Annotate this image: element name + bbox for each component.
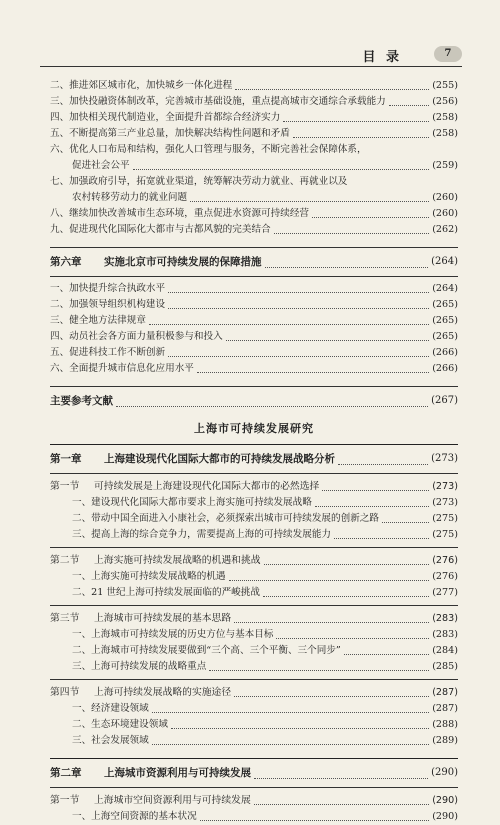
toc-entry[interactable] (50, 495, 458, 511)
toc-entry-label: 二、带动中国全面进入小康社会，必须探索出城市可持续发展的创新之路 (72, 513, 379, 524)
dot-leader (168, 356, 429, 357)
dot-leader (265, 267, 429, 268)
toc-entry-page: (275) (432, 513, 458, 524)
dot-leader (382, 522, 429, 523)
toc-entry-page: (276) (432, 571, 458, 582)
references-heading-page: (267) (431, 395, 458, 406)
divider (50, 679, 458, 680)
dot-leader (283, 121, 429, 122)
dot-leader (229, 580, 430, 581)
toc-entry[interactable] (50, 809, 458, 825)
section-heading-title: 上海可持续发展战略的实施途径 (94, 687, 232, 698)
toc-entry-label: 六、全面提升城市信息化应用水平 (50, 363, 194, 374)
heading-number: 第三节 (50, 613, 80, 624)
toc-entry[interactable] (50, 701, 458, 717)
section-heading-page: (273) (432, 481, 458, 492)
toc-entry-page: (265) (432, 299, 458, 310)
section-heading[interactable] (50, 684, 458, 701)
chapter-heading-title: 上海城市资源利用与可持续发展 (104, 767, 251, 779)
dot-leader (234, 696, 429, 697)
section-heading-page: (287) (432, 687, 458, 698)
page-header (40, 44, 462, 67)
toc-entry-label: 一、上海实施可持续发展战略的机遇 (72, 571, 226, 582)
heading-number: 第四节 (50, 687, 80, 698)
part-title: 上海市可持续发展研究 (194, 422, 314, 435)
toc-entry-page: (255) (432, 80, 458, 91)
toc-entry-label: 农村转移劳动力的就业问题 (72, 192, 188, 203)
section-heading[interactable] (50, 610, 458, 627)
toc-entry-page: (258) (432, 128, 458, 139)
section-heading-page: (283) (432, 613, 458, 624)
spacer (50, 238, 458, 243)
toc-entry[interactable] (50, 206, 458, 222)
toc-entry[interactable] (50, 585, 458, 601)
toc-entry-label: 三、提高上海的综合竞争力，需要提高上海的可持续发展能力 (72, 529, 332, 540)
toc-entry[interactable] (50, 527, 458, 543)
dot-leader (190, 201, 429, 202)
chapter-heading-page: (290) (431, 767, 458, 778)
table-of-contents (50, 78, 458, 825)
chapter-heading-label (50, 449, 335, 469)
section-heading-label (50, 792, 251, 809)
toc-entry-page: (287) (432, 703, 458, 714)
dot-leader (263, 596, 429, 597)
dot-leader (389, 105, 429, 106)
dot-leader (226, 340, 430, 341)
dot-leader (234, 622, 429, 623)
references-heading[interactable] (50, 391, 458, 411)
chapter-heading-label (50, 252, 262, 272)
dot-leader (312, 217, 429, 218)
dot-leader (171, 728, 429, 729)
toc-entry-label: 四、动员社会各方面力量积极参与和投入 (50, 331, 223, 342)
toc-entry-page: (284) (432, 645, 458, 656)
dot-leader (152, 744, 429, 745)
section-heading-title: 上海城市可持续发展的基本思路 (94, 613, 232, 624)
toc-entry[interactable] (50, 78, 458, 94)
toc-entry-label: 四、加快相关现代制造业，全面提升首都综合经济实力 (50, 112, 281, 123)
dot-leader (149, 324, 429, 325)
heading-number: 第一节 (50, 795, 80, 806)
section-heading-label (50, 478, 319, 495)
toc-entry-label: 五、不断提高第三产业总量，加快解决结构性问题和矛盾 (50, 128, 290, 139)
toc-entry-label: 三、加快投融资体制改革，完善城市基础设施，重点提高城市交通综合承载能力 (50, 96, 386, 107)
toc-entry-page: (285) (432, 661, 458, 672)
toc-entry-page: (260) (432, 208, 458, 219)
toc-entry[interactable] (50, 94, 458, 110)
divider (50, 247, 458, 248)
toc-entry[interactable] (50, 281, 458, 297)
chapter-heading[interactable] (50, 252, 458, 272)
toc-entry-label: 六、优化人口布局和结构，强化人口管理与服务，不断完善社会保障体系， (50, 144, 367, 155)
toc-entry-label: 二、推进郊区城市化，加快城乡一体化进程 (50, 80, 233, 91)
toc-entry[interactable] (50, 297, 458, 313)
divider (50, 787, 458, 788)
dot-leader (338, 464, 428, 465)
section-heading-page: (290) (432, 795, 458, 806)
toc-entry-label: 一、上海城市可持续发展的历史方位与基本目标 (72, 629, 274, 640)
toc-entry[interactable] (50, 126, 458, 142)
toc-entry[interactable] (50, 733, 458, 749)
dot-leader (200, 820, 429, 821)
section-heading[interactable] (50, 552, 458, 569)
chapter-heading-page: (273) (431, 453, 458, 464)
dot-leader (254, 778, 428, 779)
dot-leader (168, 292, 429, 293)
toc-entry-label: 三、上海可持续发展的战略重点 (72, 661, 207, 672)
dot-leader (168, 308, 429, 309)
dot-leader (197, 372, 429, 373)
chapter-heading[interactable] (50, 763, 458, 783)
toc-entry-label: 一、加快提升综合执政水平 (50, 283, 166, 294)
references-heading-label: 主要参考文献 (50, 395, 113, 407)
toc-entry[interactable] (50, 659, 458, 675)
toc-entry-label: 七、加强政府引导，拓宽就业渠道，统筹解决劳动力就业、再就业以及 (50, 176, 348, 187)
toc-entry[interactable] (50, 329, 458, 345)
toc-entry-page: (262) (432, 224, 458, 235)
chapter-heading[interactable] (50, 449, 458, 469)
toc-entry-label: 二、生态环境建设领域 (72, 719, 168, 730)
dot-leader (209, 670, 429, 671)
section-heading[interactable] (50, 792, 458, 809)
toc-entry[interactable] (50, 158, 458, 174)
toc-entry[interactable] (50, 717, 458, 733)
dot-leader (116, 406, 428, 407)
toc-entry[interactable] (50, 222, 458, 238)
toc-entry-label: 九、促进现代化国际化大都市与古都风貌的完美结合 (50, 224, 271, 235)
chapter-heading-page: (264) (431, 256, 458, 267)
dot-leader (274, 233, 430, 234)
toc-entry-label: 二、加强领导组织机构建设 (50, 299, 166, 310)
heading-number: 第一章 (50, 453, 82, 465)
spacer (50, 411, 458, 416)
toc-entry-page: (283) (432, 629, 458, 640)
heading-number: 第二章 (50, 767, 82, 779)
section-heading-title: 上海实施可持续发展战略的机遇和挑战 (94, 555, 261, 566)
divider (50, 444, 458, 445)
toc-entry-label: 促进社会公平 (72, 160, 130, 171)
chapter-heading-title: 实施北京市可持续发展的保障措施 (104, 256, 262, 268)
toc-entry[interactable] (50, 142, 458, 158)
toc-entry-label: 八、继续加快改善城市生态环境，重点促进水资源可持续经营 (50, 208, 310, 219)
dot-leader (276, 638, 429, 639)
dot-leader (334, 538, 429, 539)
toc-entry[interactable] (50, 345, 458, 361)
toc-entry-label: 三、社会发展领域 (72, 735, 149, 746)
toc-entry-page: (266) (432, 347, 458, 358)
spacer (50, 377, 458, 382)
section-heading-label (50, 684, 231, 701)
toc-entry-page: (266) (432, 363, 458, 374)
toc-entry-page: (258) (432, 112, 458, 123)
toc-entry[interactable] (50, 174, 458, 190)
toc-entry[interactable] (50, 569, 458, 585)
heading-number: 第一节 (50, 481, 80, 492)
toc-entry-page: (265) (432, 331, 458, 342)
toc-entry-page: (288) (432, 719, 458, 730)
toc-entry-label: 一、经济建设领域 (72, 703, 149, 714)
header-title: 目 录 (362, 50, 402, 65)
toc-entry[interactable] (50, 313, 458, 329)
toc-entry-label: 一、上海空间资源的基本状况 (72, 811, 197, 822)
heading-number: 第二节 (50, 555, 80, 566)
toc-entry-page: (273) (432, 497, 458, 508)
dot-leader (322, 490, 429, 491)
toc-entry-page: (275) (432, 529, 458, 540)
toc-entry-label: 三、健全地方法律规章 (50, 315, 146, 326)
dot-leader (293, 137, 429, 138)
section-heading-page: (276) (432, 555, 458, 566)
section-heading[interactable] (50, 478, 458, 495)
divider (50, 473, 458, 474)
dot-leader (315, 506, 429, 507)
toc-entry-page: (277) (432, 587, 458, 598)
dot-leader (133, 169, 430, 170)
chapter-heading-label (50, 763, 251, 783)
toc-entry-page: (289) (432, 735, 458, 746)
toc-entry[interactable] (50, 190, 458, 206)
dot-leader (254, 804, 429, 805)
toc-entry-label: 二、上海城市可持续发展要做到“三个高、三个平衡、三个同步” (72, 645, 341, 656)
toc-entry[interactable] (50, 511, 458, 527)
toc-entry-label: 一、建设现代化国际大都市要求上海实施可持续发展战略 (72, 497, 312, 508)
toc-entry-page: (290) (432, 811, 458, 822)
dot-leader (152, 712, 429, 713)
toc-entry-label: 二、21 世纪上海可持续发展面临的严峻挑战 (72, 587, 260, 598)
section-heading-label (50, 552, 261, 569)
divider (50, 758, 458, 759)
toc-entry-page: (256) (432, 96, 458, 107)
chapter-heading-title: 上海建设现代化国际大都市的可持续发展战略分析 (104, 453, 335, 465)
divider (50, 276, 458, 277)
divider (50, 547, 458, 548)
section-heading-label (50, 610, 231, 627)
divider (50, 386, 458, 387)
dot-leader (344, 654, 429, 655)
section-heading-title: 可持续发展是上海建设现代化国际大都市的必然选择 (94, 481, 320, 492)
dot-leader (264, 564, 430, 565)
page-number-badge: 7 (434, 46, 462, 62)
toc-entry-page: (264) (432, 283, 458, 294)
section-heading-title: 上海城市空间资源利用与可持续发展 (94, 795, 251, 806)
toc-entry-page: (260) (432, 192, 458, 203)
toc-entry[interactable] (50, 627, 458, 643)
toc-entry[interactable] (50, 110, 458, 126)
divider (50, 605, 458, 606)
toc-entry-page: (259) (432, 160, 458, 171)
toc-entry[interactable] (50, 643, 458, 659)
dot-leader (235, 89, 429, 90)
toc-entry[interactable] (50, 361, 458, 377)
toc-entry-page: (265) (432, 315, 458, 326)
heading-number: 第六章 (50, 256, 82, 268)
toc-entry-label: 五、促进科技工作不断创新 (50, 347, 166, 358)
